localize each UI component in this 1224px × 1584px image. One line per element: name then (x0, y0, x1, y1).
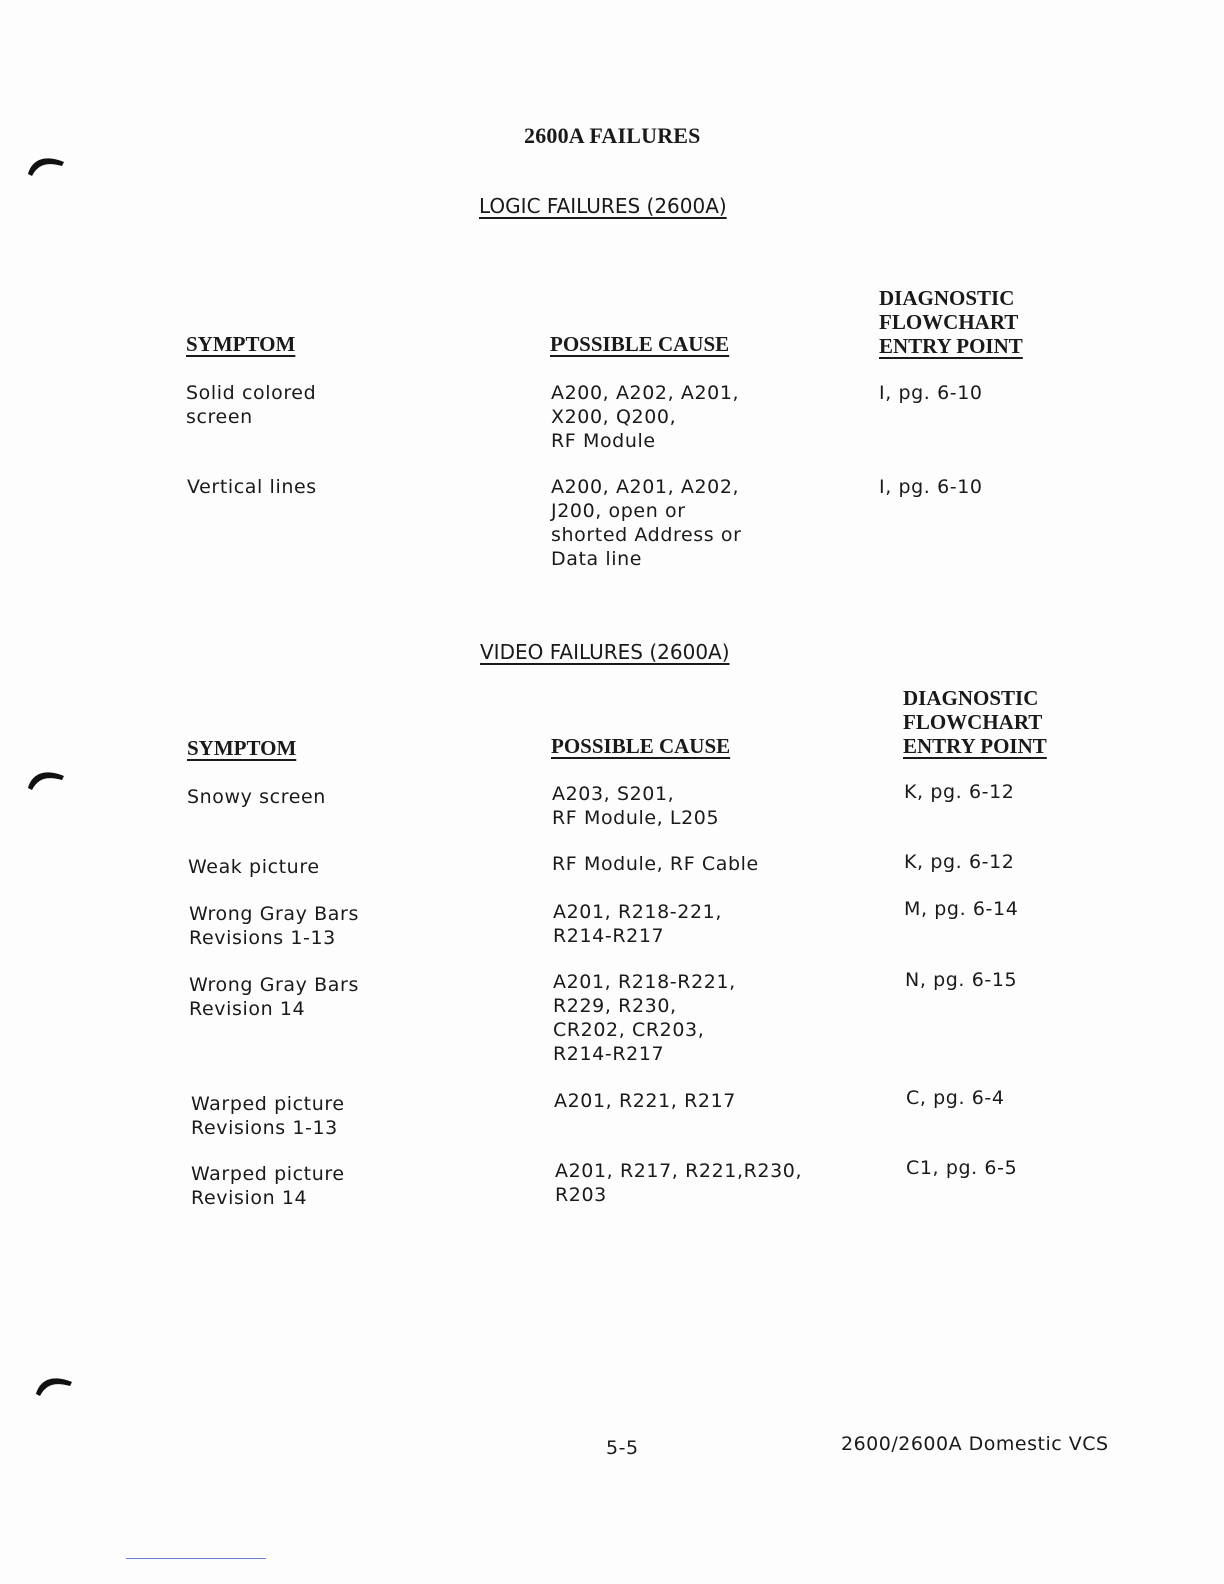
video-row-3-entry: M, pg. 6-14 (904, 898, 1019, 920)
video-row-4-cause (553, 970, 736, 1066)
video-row-2-cause (552, 852, 759, 876)
video-row-3-symptom (189, 902, 359, 950)
logic-row-1-entry: I, pg. 6-10 (879, 382, 983, 404)
scan-edge-rule (126, 1558, 266, 1559)
video-row-1-symptom (187, 785, 326, 809)
logic-diag-line1: DIAGNOSTIC (879, 286, 1015, 310)
cause-line: A201, R218-221, (553, 901, 722, 923)
video-row-5-cause (554, 1089, 736, 1113)
video-row-5-symptom (191, 1092, 345, 1140)
cause-line: RF Module, RF Cable (552, 853, 759, 875)
video-diag-line1: DIAGNOSTIC (903, 686, 1039, 710)
cause-line: X200, Q200, (551, 406, 677, 428)
logic-row-2-cause (551, 475, 742, 571)
video-row-5-entry: C, pg. 6-4 (906, 1087, 1005, 1109)
cause-line: shorted Address or (551, 524, 742, 546)
page-title: 2600A FAILURES (524, 123, 701, 148)
video-row-1-cause (552, 782, 719, 830)
cause-line: CR202, CR203, (553, 1019, 705, 1041)
symptom-line: Wrong Gray Bars (189, 903, 359, 925)
video-row-1-entry: K, pg. 6-12 (904, 781, 1015, 803)
logic-row-2-symptom (187, 475, 317, 499)
logic-cause-header: POSSIBLE CAUSE (550, 332, 730, 356)
cause-line: J200, open or (551, 500, 686, 522)
video-row-3-cause (553, 900, 722, 948)
symptom-line: Revision 14 (189, 998, 306, 1020)
symptom-line: Warped picture (191, 1163, 345, 1185)
video-row-2-symptom (188, 855, 320, 879)
document-footer-title: 2600/2600A Domestic VCS (841, 1433, 1109, 1455)
cause-line: A200, A201, A202, (551, 476, 740, 498)
logic-row-2-entry: I, pg. 6-10 (879, 476, 983, 498)
logic-section-title: LOGIC FAILURES (2600A) (479, 194, 727, 218)
cause-line: A201, R217, R221,R230, (555, 1160, 803, 1182)
video-diagnostic-header (903, 686, 1047, 758)
binder-hole-mark-2 (26, 766, 66, 790)
cause-line: A201, R218-R221, (553, 971, 736, 993)
logic-diag-line3: ENTRY POINT (879, 334, 1023, 358)
symptom-line: Revision 14 (191, 1187, 308, 1209)
video-row-4-symptom (189, 973, 359, 1021)
cause-line: Data line (551, 548, 643, 570)
logic-diag-line2: FLOWCHART (879, 310, 1019, 334)
video-symptom-header: SYMPTOM (187, 736, 297, 760)
symptom-line: Vertical lines (187, 476, 317, 498)
video-row-6-entry: C1, pg. 6-5 (906, 1157, 1018, 1179)
symptom-line: Weak picture (188, 856, 320, 878)
video-diag-line2: FLOWCHART (903, 710, 1043, 734)
cause-line: A201, R221, R217 (554, 1090, 736, 1112)
binder-hole-mark-1 (26, 152, 66, 176)
cause-line: A203, S201, (552, 783, 675, 805)
cause-line: R229, R230, (553, 995, 677, 1017)
symptom-line: Wrong Gray Bars (189, 974, 359, 996)
video-row-2-entry: K, pg. 6-12 (904, 851, 1015, 873)
cause-line: RF Module, L205 (552, 807, 720, 829)
page-number: 5-5 (606, 1437, 639, 1459)
video-diag-line3: ENTRY POINT (903, 734, 1047, 758)
cause-line: R214-R217 (553, 1043, 665, 1065)
symptom-line: screen (186, 406, 253, 428)
video-row-6-cause (555, 1159, 802, 1207)
symptom-line: Revisions 1-13 (191, 1117, 338, 1139)
binder-hole-mark-3 (34, 1372, 74, 1396)
cause-line: RF Module (551, 430, 656, 452)
cause-line: A200, A202, A201, (551, 382, 740, 404)
cause-line: R203 (555, 1184, 607, 1206)
video-section-title: VIDEO FAILURES (2600A) (480, 640, 730, 664)
logic-diagnostic-header (879, 286, 1023, 358)
logic-row-1-symptom (186, 381, 316, 429)
logic-row-1-cause (551, 381, 739, 453)
video-row-6-symptom (191, 1162, 345, 1210)
symptom-line: Warped picture (191, 1093, 345, 1115)
video-cause-header: POSSIBLE CAUSE (551, 734, 731, 758)
video-row-4-entry: N, pg. 6-15 (905, 969, 1018, 991)
symptom-line: Revisions 1-13 (189, 927, 336, 949)
logic-symptom-header: SYMPTOM (186, 332, 296, 356)
symptom-line: Snowy screen (187, 786, 326, 808)
symptom-line: Solid colored (186, 382, 317, 404)
cause-line: R214-R217 (553, 925, 665, 947)
